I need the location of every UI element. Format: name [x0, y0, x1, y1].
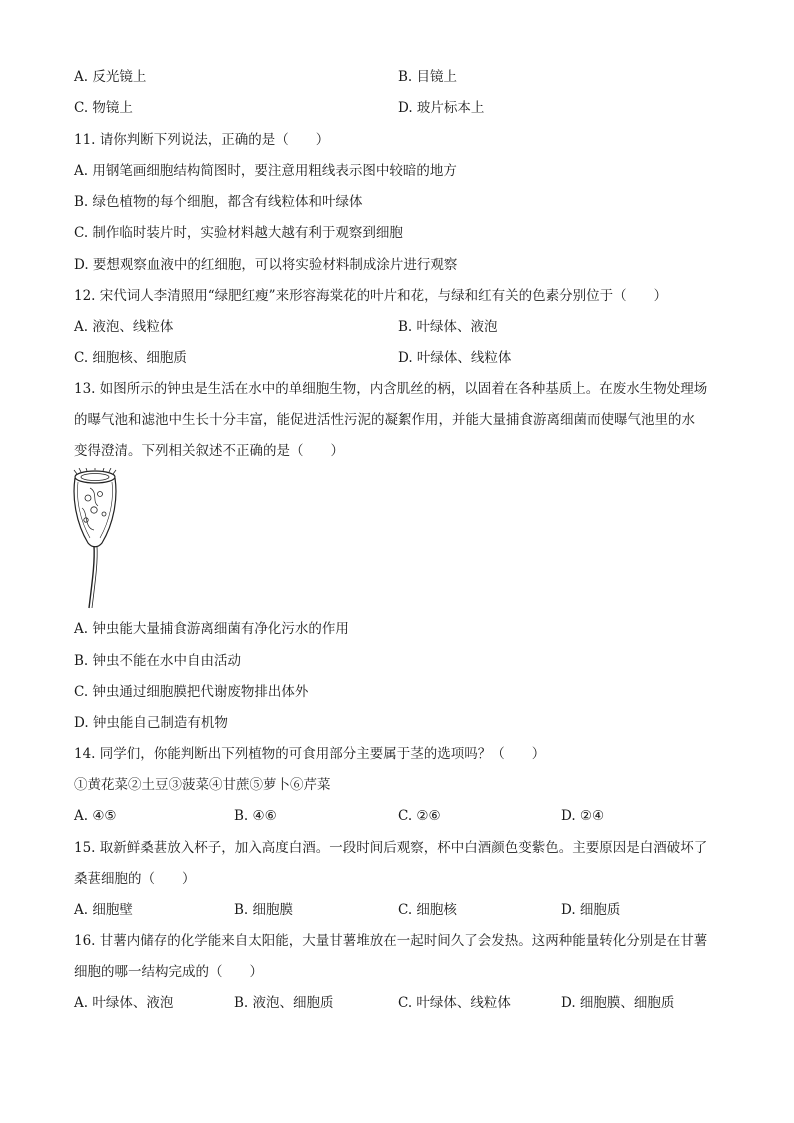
- q12-option-a: A. 液泡、线粒体: [74, 319, 174, 335]
- q12-option-b: B. 叶绿体、液泡: [398, 319, 498, 335]
- q12-option-c: C. 细胞核、细胞质: [74, 350, 187, 366]
- vorticella-bell: [74, 478, 116, 547]
- q13-option-c: C. 钟虫通过细胞膜把代谢废物排出体外: [74, 684, 309, 700]
- q11-option-d: D. 要想观察血液中的红细胞，可以将实验材料制成涂片进行观察: [74, 257, 458, 273]
- q14-option-c: C. ②⑥: [398, 808, 441, 824]
- q15-option-b: B. 细胞膜: [234, 902, 294, 918]
- q11-option-c: C. 制作临时装片时，实验材料越大越有利于观察到细胞: [74, 225, 403, 241]
- q15-option-d: D. 细胞质: [561, 902, 621, 918]
- q16-stem-line-2: 细胞的哪一结构完成的（ ）: [74, 964, 263, 980]
- q11-stem: 11. 请你判断下列说法，正确的是（ ）: [74, 132, 330, 148]
- q15-stem-line-1: 15. 取新鲜桑葚放入杯子，加入高度白酒。一段时间后观察，杯中白酒颜色变紫色。主要原因是白酒破坏了: [74, 840, 708, 856]
- q10-option-d: D. 玻片标本上: [398, 100, 485, 116]
- q16-option-d: D. 细胞膜、细胞质: [561, 995, 675, 1011]
- q11-option-a: A. 用钢笔画细胞结构简图时，要注意用粗线表示图中较暗的地方: [74, 163, 457, 179]
- q16-option-c: C. 叶绿体、线粒体: [398, 995, 511, 1011]
- q15-option-c: C. 细胞核: [398, 902, 457, 918]
- q12-stem: 12. 宋代词人李清照用“绿肥红瘦”来形容海棠花的叶片和花，与绿和红有关的色素分别位于（ ）: [74, 288, 668, 304]
- q12-option-d: D. 叶绿体、线粒体: [398, 350, 512, 366]
- q14-items: ①黄花菜②土豆③菠菜④甘蔗⑤萝卜⑥芹菜: [74, 777, 331, 793]
- vorticella-figure: [68, 468, 138, 610]
- q13-option-a: A. 钟虫能大量捕食游离细菌有净化污水的作用: [74, 621, 349, 637]
- q14-option-a: A. ④⑤: [74, 808, 117, 824]
- q14-stem: 14. 同学们，你能判断出下列植物的可食用部分主要属于茎的选项吗？（ ）: [74, 746, 546, 762]
- q14-option-d: D. ②④: [561, 808, 605, 824]
- q10-option-a: A. 反光镜上: [74, 69, 147, 85]
- q16-option-b: B. 液泡、细胞质: [234, 995, 334, 1011]
- q15-stem-line-2: 桑葚细胞的（ ）: [74, 871, 196, 887]
- q11-option-b: B. 绿色植物的每个细胞，都含有线粒体和叶绿体: [74, 194, 363, 210]
- q13-stem-line-3: 变得澄清。下列相关叙述不正确的是（ ）: [74, 443, 344, 459]
- q15-option-a: A. 细胞壁: [74, 902, 133, 918]
- q10-option-c: C. 物镜上: [74, 100, 133, 116]
- q16-option-a: A. 叶绿体、液泡: [74, 995, 174, 1011]
- q13-stem-line-1: 13. 如图所示的钟虫是生活在水中的单细胞生物，内含肌丝的柄，以固着在各种基质上。在废水生物处理场: [74, 381, 708, 397]
- q10-option-b: B. 目镜上: [398, 69, 458, 85]
- q14-option-b: B. ④⑥: [234, 808, 277, 824]
- q13-stem-line-2: 的曝气池和滤池中生长十分丰富，能促进活性污泥的凝絮作用，并能大量捕食游离细菌而使曝气池里的水: [74, 412, 695, 428]
- q13-option-b: B. 钟虫不能在水中自由活动: [74, 653, 242, 669]
- q13-option-d: D. 钟虫能自己制造有机物: [74, 715, 228, 731]
- q16-stem-line-1: 16. 甘薯内储存的化学能来自太阳能，大量甘薯堆放在一起时间久了会发热。这两种能量转化分别是在甘薯: [74, 933, 708, 949]
